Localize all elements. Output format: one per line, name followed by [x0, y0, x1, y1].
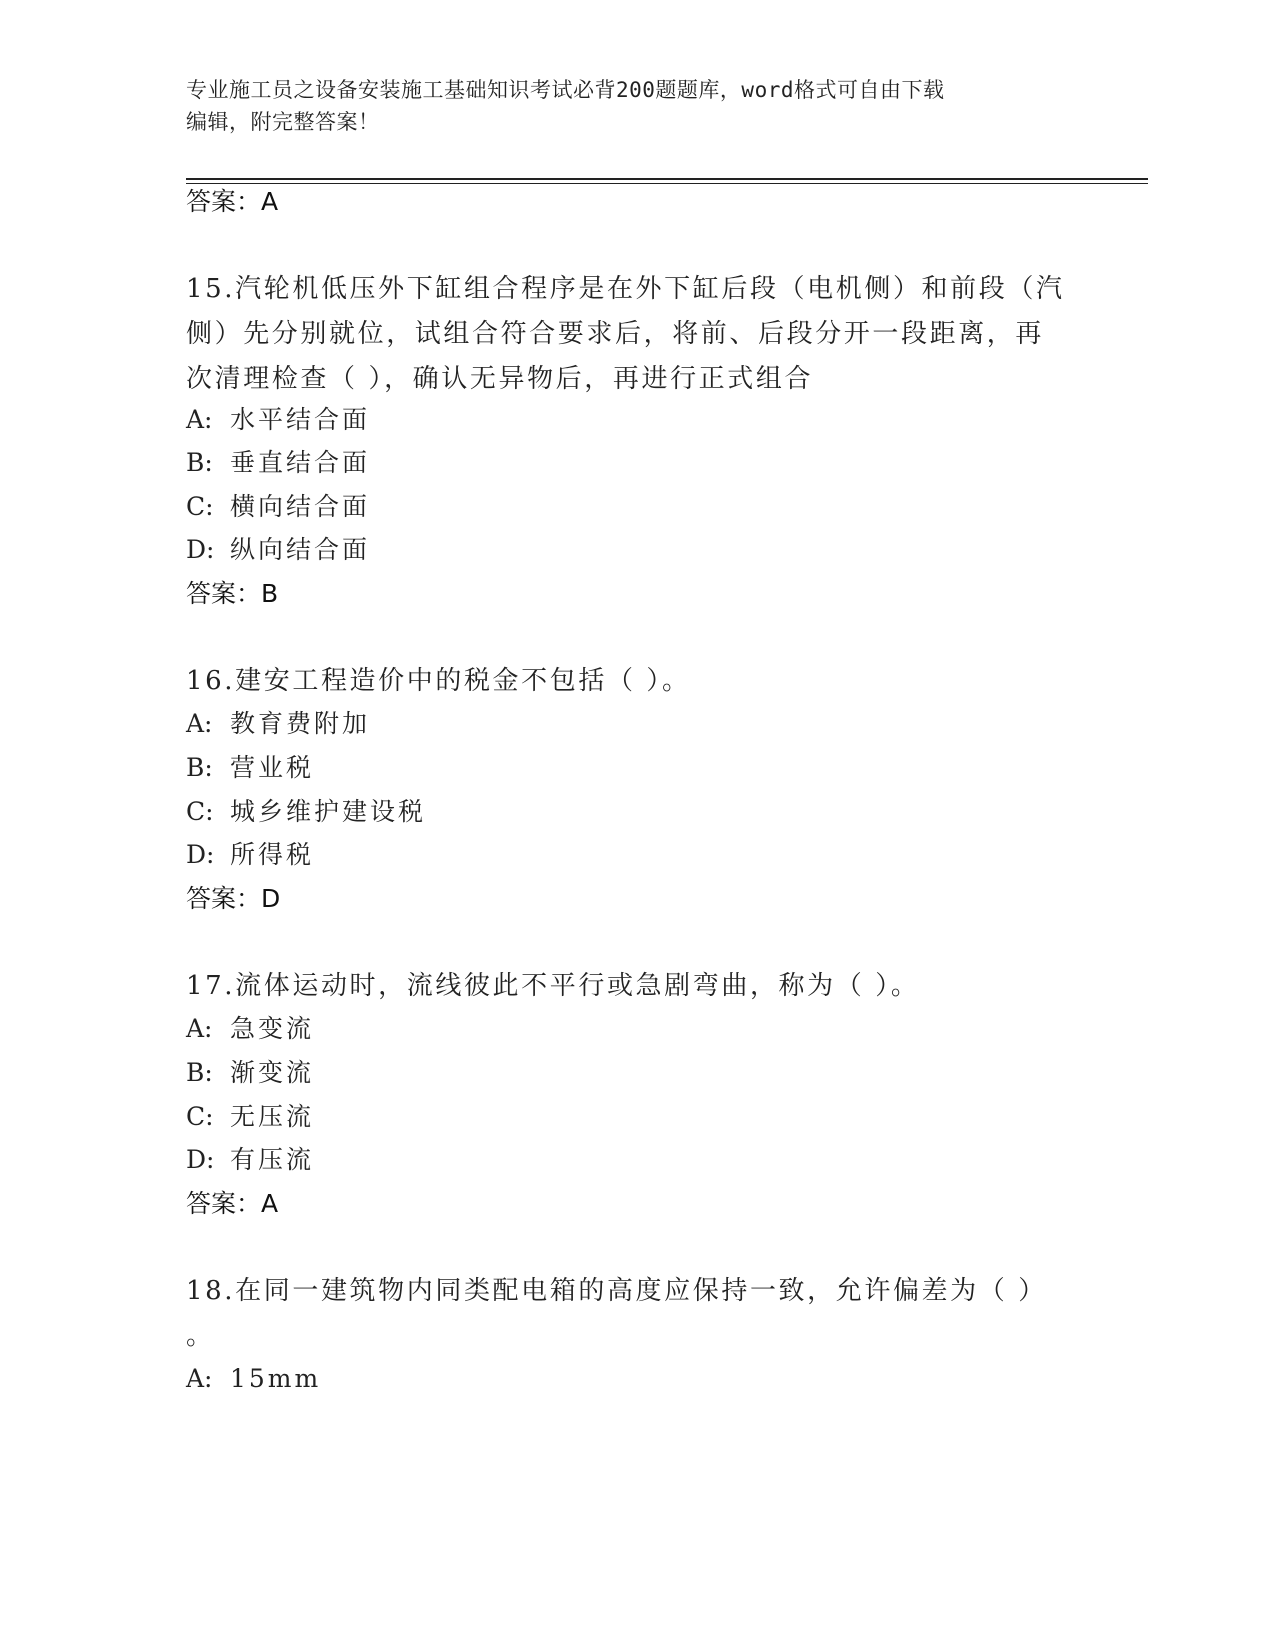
question-18-stem — [186, 1269, 1066, 1359]
option-letter: B: — [186, 753, 213, 782]
question-18-option-a — [186, 1363, 321, 1395]
question-16-option-a — [186, 708, 370, 740]
option-letter: A: — [186, 1364, 213, 1393]
question-17-option-c — [186, 1101, 314, 1133]
option-letter: D: — [186, 1145, 215, 1174]
option-letter: D: — [186, 840, 215, 869]
question-stem-line: 16.建安工程造价中的税金不包括（ ）。 — [186, 666, 691, 696]
question-17-option-a — [186, 1013, 314, 1045]
option-letter: C: — [186, 797, 214, 826]
question-15-option-c — [186, 491, 370, 523]
question-17-option-b — [186, 1057, 314, 1089]
question-17-option-d — [186, 1144, 314, 1176]
question-stem-line: 18.在同一建筑物内同类配电箱的高度应保持一致，允许偏差为（ ） — [186, 1276, 1047, 1306]
header-line-2: 编辑，附完整答案！ — [186, 110, 380, 134]
question-stem-line: 次清理检查（ ），确认无异物后，再进行正式组合 — [186, 364, 814, 394]
question-16-answer: 答案：D — [186, 884, 281, 913]
question-stem-line: 15.汽轮机低压外下缸组合程序是在外下缸后段（电机侧）和前段（汽 — [186, 274, 1065, 304]
option-letter: B: — [186, 1058, 213, 1087]
option-letter: A: — [186, 709, 213, 738]
option-text: 横向结合面 — [230, 492, 371, 521]
option-text: 无压流 — [230, 1102, 315, 1131]
option-text: 教育费附加 — [230, 709, 371, 738]
option-text: 纵向结合面 — [230, 535, 371, 564]
question-17-answer: 答案：A — [186, 1189, 279, 1218]
question-16-option-d — [186, 839, 314, 871]
option-text: 城乡维护建设税 — [230, 797, 427, 826]
header-divider-thick — [186, 178, 1148, 180]
question-stem-line: 侧）先分别就位，试组合符合要求后，将前、后段分开一段距离，再 — [186, 319, 1045, 349]
question-16-option-b — [186, 752, 314, 784]
question-15-stem — [186, 267, 1066, 402]
header-divider-thin — [186, 183, 1148, 184]
question-stem-line: 。 — [186, 1321, 215, 1351]
document-header — [186, 74, 1086, 138]
previous-answer: 答案：A — [186, 187, 279, 216]
option-text: 所得税 — [230, 840, 315, 869]
option-text: 有压流 — [230, 1145, 315, 1174]
option-text: 急变流 — [230, 1014, 315, 1043]
header-line-1: 专业施工员之设备安装施工基础知识考试必背200题题库，word格式可自由下载 — [186, 78, 945, 102]
option-text: 水平结合面 — [230, 405, 371, 434]
question-15-option-b — [186, 447, 370, 479]
question-15-option-d — [186, 534, 370, 566]
option-letter: C: — [186, 492, 214, 521]
option-letter: B: — [186, 448, 213, 477]
question-16-option-c — [186, 796, 426, 828]
question-15-option-a — [186, 404, 370, 436]
question-15-answer: 答案：B — [186, 579, 279, 608]
option-letter: D: — [186, 535, 215, 564]
option-letter: C: — [186, 1102, 214, 1131]
option-letter: A: — [186, 405, 213, 434]
question-17-stem — [186, 964, 1066, 1009]
question-stem-line: 17.流体运动时，流线彼此不平行或急剧弯曲，称为（ ）。 — [186, 971, 920, 1001]
option-text: 营业税 — [230, 753, 315, 782]
option-letter: A: — [186, 1014, 213, 1043]
option-text: 15mm — [230, 1364, 322, 1393]
option-text: 垂直结合面 — [230, 448, 371, 477]
option-text: 渐变流 — [230, 1058, 315, 1087]
question-16-stem — [186, 659, 1066, 704]
